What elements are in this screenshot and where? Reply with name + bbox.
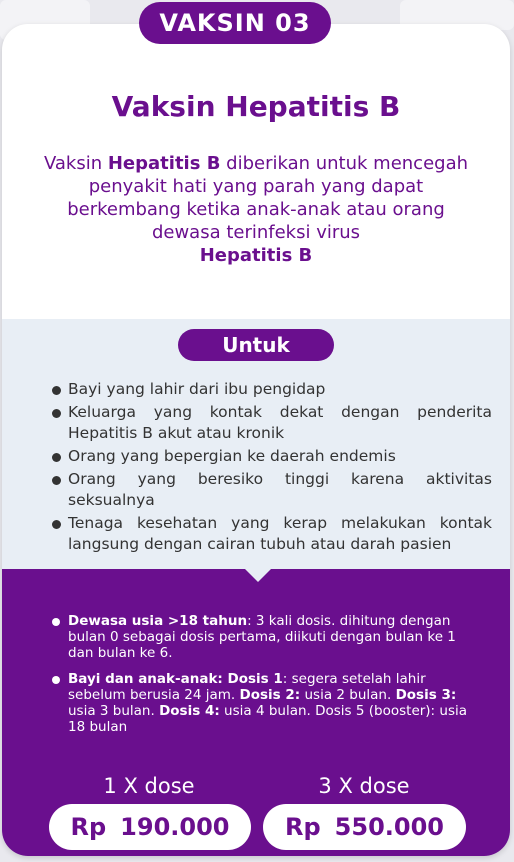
list-item: Orang yang beresiko tinggi karena aktivitas seksualnya <box>52 469 492 511</box>
currency-label: Rp <box>70 813 107 841</box>
target-group-list <box>52 379 492 557</box>
vaccine-number-badge: VAKSIN 03 <box>139 2 331 44</box>
price-amount: 190.000 <box>120 813 230 841</box>
description-text: diberikan untuk mencegah penyakit hati yang parah yang dapat berkembang ketika anak-anak atau orang dewasa terinfeksi virus <box>67 153 469 243</box>
description-highlight: Hepatitis B <box>199 245 313 266</box>
dosage-heading: Bayi dan anak-anak: Dosis 1 <box>68 671 283 687</box>
price-3x-button[interactable] <box>263 804 466 850</box>
dosage-text: usia 2 bulan. <box>300 687 396 703</box>
list-item: Keluarga yang kontak dekat dengan penderita Hepatitis B akut atau kronik <box>52 402 492 444</box>
description-highlight: Hepatitis B <box>107 153 221 174</box>
target-group-heading: Untuk <box>178 329 334 361</box>
dosage-text: usia 4 bulan. Dosis 5 (booster): usia 18 bulan <box>68 703 468 735</box>
list-item: Orang yang bepergian ke daerah endemis <box>52 446 492 467</box>
price-amount: 550.000 <box>334 813 444 841</box>
dose-label-1x: 1 X dose <box>103 774 195 798</box>
vaccine-title: Vaksin Hepatitis B <box>111 90 401 123</box>
vaccine-card <box>2 24 510 856</box>
dosage-text: usia 3 bulan. <box>68 703 160 719</box>
dosage-heading: Dosis 2: <box>239 687 301 703</box>
price-1x-button[interactable] <box>49 804 251 850</box>
currency-label: Rp <box>285 813 321 841</box>
dosage-text: : 3 kali dosis. dihitung dengan bulan 0 sebagai dosis pertama, diikuti dengan bulan ke 1 dan bulan ke 6. <box>68 613 456 661</box>
list-item: Bayi yang lahir dari ibu pengidap <box>52 379 492 400</box>
dosage-heading: Dewasa usia >18 tahun <box>68 613 248 629</box>
vaccine-description <box>32 152 480 267</box>
dosage-item-adult <box>52 613 480 661</box>
dose-label-3x: 3 X dose <box>318 774 410 798</box>
list-item: Tenaga kesehatan yang kerap melakukan kontak langsung dengan cairan tubuh atau darah pasien <box>52 513 492 555</box>
description-text: Vaksin <box>43 153 108 174</box>
dosage-heading: Dosis 4: <box>159 703 220 719</box>
dosage-heading: Dosis 3: <box>395 687 457 703</box>
dosage-text: : segera setelah lahir sebelum berusia 24 jam. <box>68 671 426 703</box>
dosage-list <box>52 613 480 745</box>
dosage-item-child <box>52 671 480 735</box>
target-group-section <box>2 319 510 569</box>
section-notch <box>244 568 272 582</box>
dosage-section <box>2 569 510 856</box>
